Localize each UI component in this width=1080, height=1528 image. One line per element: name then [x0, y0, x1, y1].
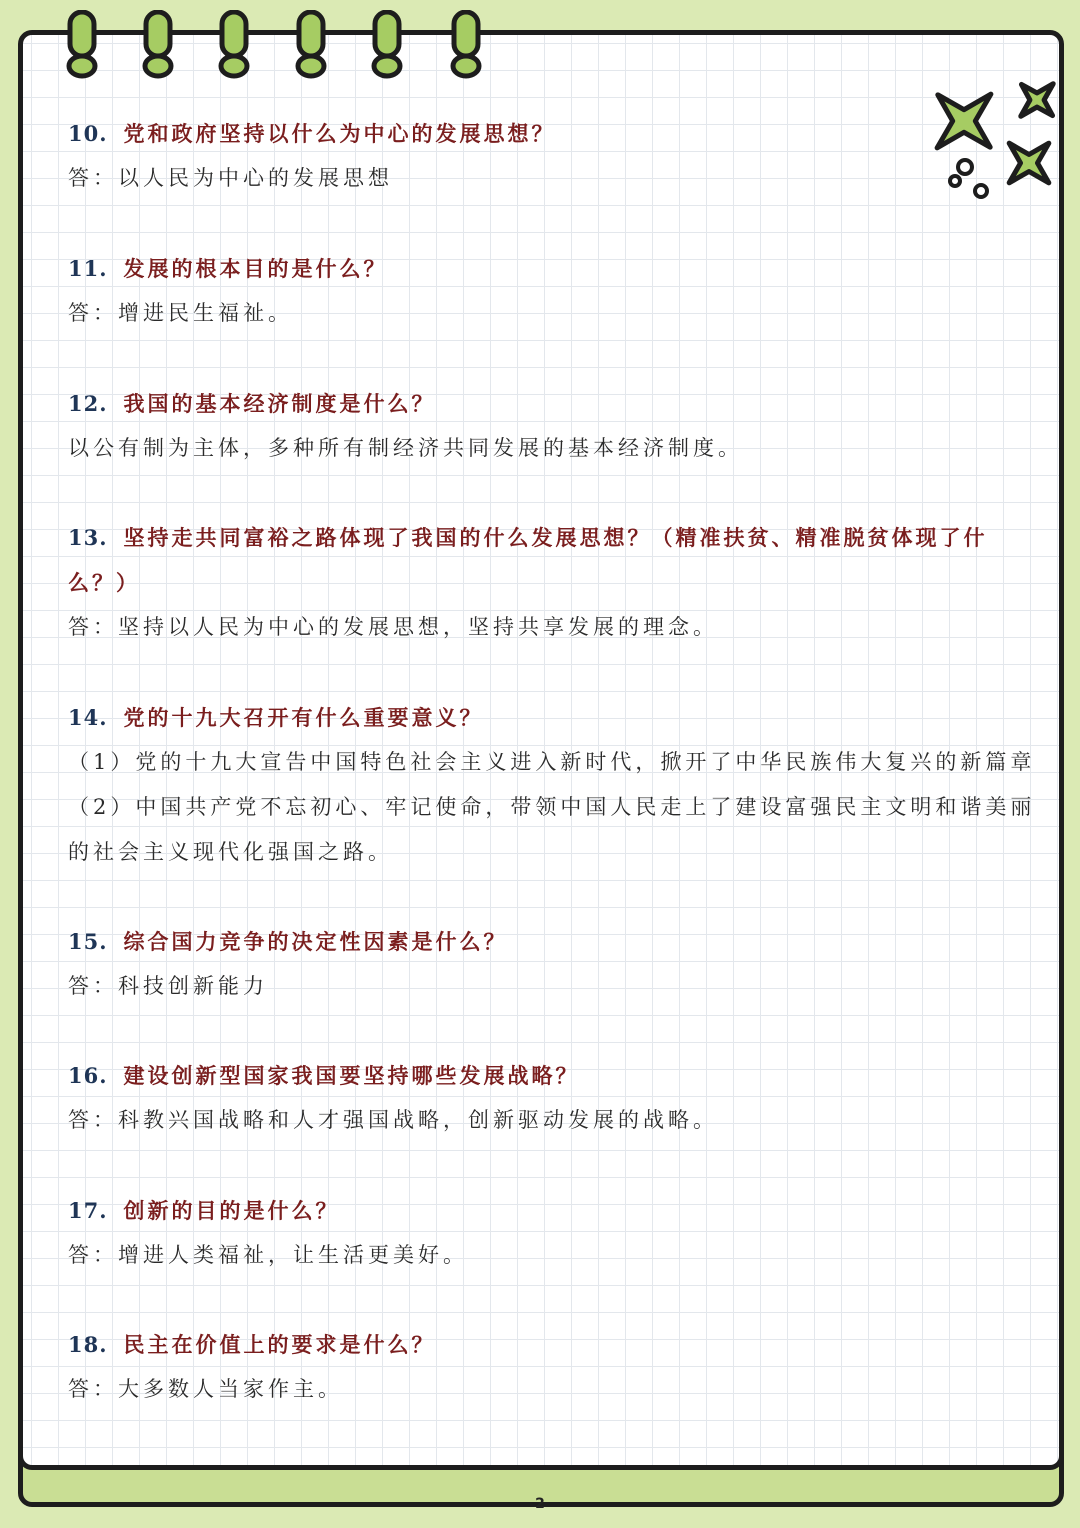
question — [68, 1322, 1058, 1367]
binder-ring-icon — [141, 10, 175, 80]
question — [68, 246, 1058, 291]
question-number: 17. — [68, 1198, 108, 1223]
qa-item — [68, 515, 1058, 650]
question-number: 14. — [68, 705, 108, 730]
answer-line: 答：科技创新能力 — [68, 974, 268, 998]
qa-item — [68, 381, 1058, 471]
question-text: 创新的目的是什么？ — [123, 1198, 340, 1223]
answer-line: （2）中国共产党不忘初心、牢记使命，带领中国人民走上了建设富强民主文明和谐美丽 — [68, 795, 1036, 819]
answer-line: 答：增进民生福祉。 — [68, 301, 293, 325]
qa-item — [68, 246, 1058, 336]
question — [68, 1053, 1058, 1098]
qa-item — [68, 1322, 1058, 1412]
question-text: 党的十九大召开有什么重要意义？ — [123, 705, 484, 730]
qa-item — [68, 695, 1058, 875]
question-number: 12. — [68, 391, 108, 416]
question-number: 11. — [68, 256, 108, 281]
answer-line: 答：以人民为中心的发展思想 — [68, 166, 393, 190]
question — [68, 919, 1058, 964]
binder-ring-icon — [65, 10, 99, 80]
question-number: 16. — [68, 1063, 108, 1088]
question-text: 民主在价值上的要求是什么？ — [123, 1332, 436, 1357]
binder-ring-icon — [370, 10, 404, 80]
notebook-page — [18, 30, 1064, 1470]
question-number: 13. — [68, 525, 108, 550]
qa-item — [68, 111, 1058, 201]
question — [68, 111, 1058, 156]
question — [68, 515, 1058, 560]
binder-ring-icon — [217, 10, 251, 80]
binder-ring-icon — [449, 10, 483, 80]
question — [68, 1188, 1058, 1233]
question — [68, 695, 1058, 740]
answer-line: 的社会主义现代化强国之路。 — [68, 840, 393, 864]
question-text: 我国的基本经济制度是什么？ — [123, 391, 436, 416]
answer-line: 答：科教兴国战略和人才强国战略，创新驱动发展的战略。 — [68, 1108, 718, 1132]
qa-item — [68, 1188, 1058, 1278]
question — [68, 381, 1058, 426]
question-continuation: 么？） — [68, 570, 140, 595]
answer-line: 答：增进人类福祉，让生活更美好。 — [68, 1243, 468, 1267]
answer-line: 以公有制为主体，多种所有制经济共同发展的基本经济制度。 — [68, 436, 743, 460]
binder-ring-icon — [294, 10, 328, 80]
question-text: 综合国力竞争的决定性因素是什么？ — [123, 929, 508, 954]
page-number: 2 — [535, 1496, 545, 1512]
question-text: 发展的根本目的是什么？ — [123, 256, 388, 281]
question-number: 18. — [68, 1332, 108, 1357]
answer-line: 答：大多数人当家作主。 — [68, 1377, 343, 1401]
question-text: 坚持走共同富裕之路体现了我国的什么发展思想？（精准扶贫、精准脱贫体现了什 — [123, 525, 988, 550]
answer-line: （1）党的十九大宣告中国特色社会主义进入新时代，掀开了中华民族伟大复兴的新篇章 — [68, 750, 1036, 774]
question-text: 建设创新型国家我国要坚持哪些发展战略？ — [123, 1063, 580, 1088]
answer-line: 答：坚持以人民为中心的发展思想，坚持共享发展的理念。 — [68, 615, 718, 639]
question-text: 党和政府坚持以什么为中心的发展思想？ — [123, 121, 556, 146]
question-number: 15. — [68, 929, 108, 954]
qa-item — [68, 919, 1058, 1009]
qa-item — [68, 1053, 1058, 1143]
question-number: 10. — [68, 121, 108, 146]
